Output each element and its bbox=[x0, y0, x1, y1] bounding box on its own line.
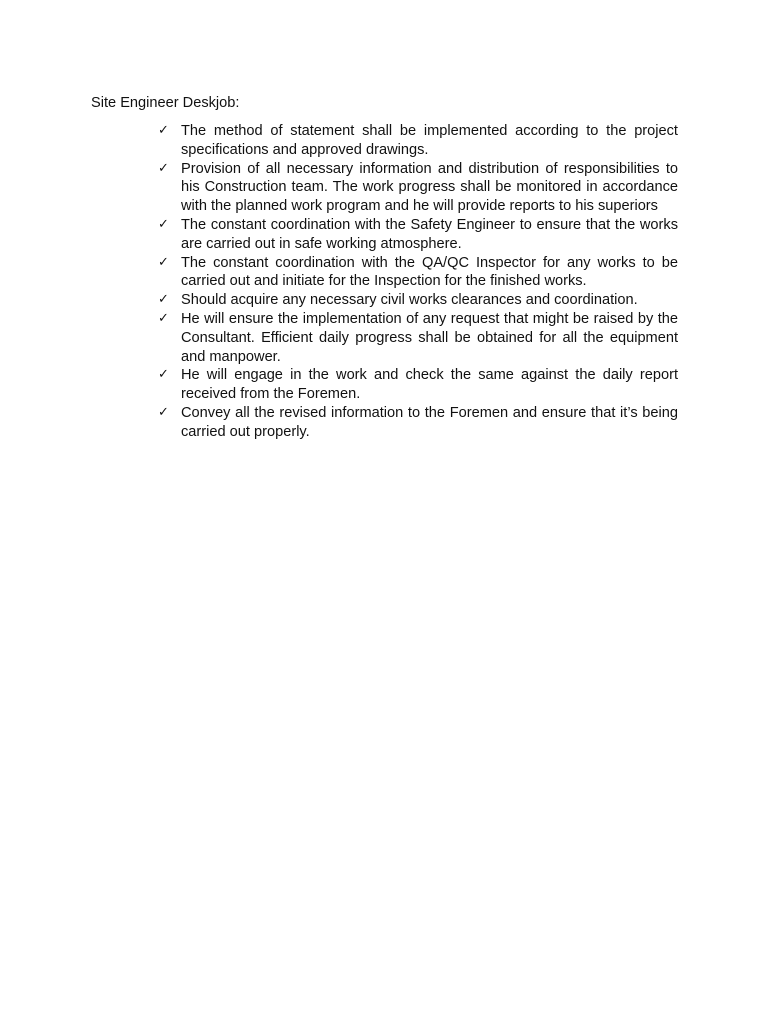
section-heading: Site Engineer Deskjob: bbox=[91, 95, 240, 111]
checklist-item bbox=[158, 160, 678, 216]
checklist-item bbox=[158, 404, 678, 442]
checklist-item-text: He will ensure the implementation of any request that might be raised by the Consultant. Efficient daily progress shall be obtained for all the equipment and manpower. bbox=[181, 310, 678, 365]
check-mark-icon: ✓ bbox=[158, 292, 169, 308]
checklist-item-text: Convey all the revised information to the Foremen and ensure that it’s being carried out properly. bbox=[181, 404, 678, 440]
check-mark-icon: ✓ bbox=[158, 216, 169, 232]
checklist-item bbox=[158, 216, 678, 254]
checklist-item-text: He will engage in the work and check the same against the daily report received from the Foremen. bbox=[181, 367, 678, 403]
duties-checklist bbox=[158, 122, 678, 442]
check-mark-icon: ✓ bbox=[158, 123, 169, 138]
check-mark-icon: ✓ bbox=[158, 404, 169, 420]
checklist-item-text: The constant coordination with the Safety Engineer to ensure that the works are carried out in safe working atmosphere. bbox=[181, 216, 678, 252]
checklist-item-text: Should acquire any necessary civil works clearances and coordination. bbox=[181, 292, 638, 309]
checklist-item bbox=[158, 291, 678, 310]
check-mark-icon: ✓ bbox=[158, 254, 169, 270]
checklist-item bbox=[158, 122, 678, 160]
check-mark-icon: ✓ bbox=[158, 310, 169, 326]
check-mark-icon: ✓ bbox=[158, 367, 169, 383]
check-mark-icon: ✓ bbox=[158, 160, 169, 176]
checklist-item bbox=[158, 366, 678, 404]
checklist-item-text: Provision of all necessary information and distribution of responsibilities to his Construction team. The work progress shall be monitored in accordance with the planned work program and he will provide reports to his superiors bbox=[181, 160, 678, 215]
checklist-item bbox=[158, 310, 678, 366]
checklist-item-text: The constant coordination with the QA/QC Inspector for any works to be carried out and initiate for the Inspection for the finished works. bbox=[181, 254, 678, 290]
checklist-item-text: The method of statement shall be implemented according to the project specifications and approved drawings. bbox=[181, 123, 678, 158]
checklist-item bbox=[158, 254, 678, 292]
